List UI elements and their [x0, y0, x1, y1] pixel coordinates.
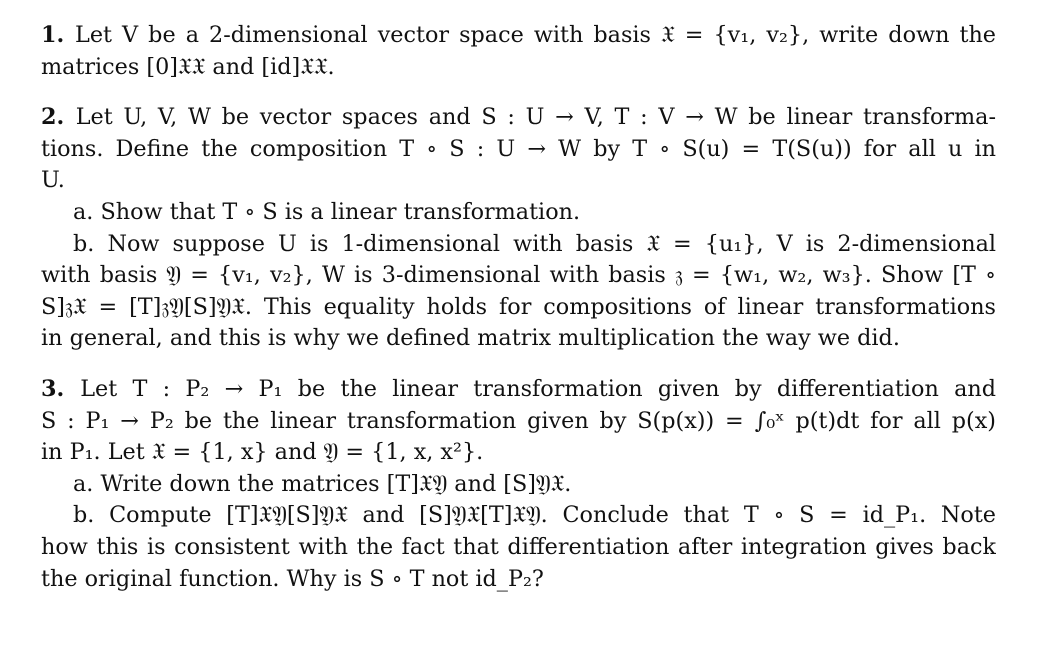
problem-3a-text: Write down the matrices [T]𝔛𝔜 and [S]𝔜𝔛. [100, 470, 572, 497]
problem-2b-line-1 [41, 229, 996, 261]
problem-3b-text-1: Compute [T]𝔛𝔜[S]𝔜𝔛 and [S]𝔜𝔛[T]𝔛𝔜. Conclude that T ∘ S = id_P₁. Note [109, 502, 996, 529]
problem-2b-line-2: with basis 𝔜 = {v₁, v₂}, W is 3-dimensional with basis 𝔷 = {w₁, w₂, w₃}. Show [T ∘ [41, 262, 996, 289]
problem-1-line-2: matrices [0]𝔛𝔛 and [id]𝔛𝔛. [41, 53, 335, 80]
problem-3-line-2: S : P₁ → P₂ be the linear transformation given by S(p(x)) = ∫₀ˣ p(t)dt for all p(x) [41, 407, 996, 434]
problem-3-line-3: in P₁. Let 𝔛 = {1, x} and 𝔜 = {1, x, x²}. [41, 439, 484, 466]
problem-2b-text-1: Now suppose U is 1-dimensional with basis 𝔛 = {u₁}, V is 2-dimensional [107, 230, 996, 257]
problem-2b-line-4: in general, and this is why we defined matrix multiplication the way we did. [41, 325, 900, 352]
problem-1-number: 1. [41, 22, 76, 48]
problem-1-line-1: 1. Let V be a 2-dimensional vector space with basis 𝔛 = {v₁, v₂}, write down the [41, 22, 996, 48]
problem-3b-label: b. [73, 502, 95, 529]
problem-3-line-1: 3. Let T : P₂ → P₁ be the linear transformation given by differentiation and [41, 375, 996, 402]
problem-2a-text: Show that T ∘ S is a linear transformation. [100, 198, 581, 225]
problem-3b-line-1 [41, 500, 996, 532]
problem-2-line-3: U. [41, 167, 65, 194]
problem-2a-label: a. [73, 198, 94, 225]
problem-2b-label: b. [73, 230, 95, 257]
problem-2 [41, 102, 996, 355]
problem-2a [41, 197, 996, 229]
problem-3 [41, 374, 996, 595]
problem-3b-line-3: the original function. Why is S ∘ T not id_P₂? [41, 565, 544, 592]
problem-3a-label: a. [73, 470, 94, 497]
problem-3b-line-2: how this is consistent with the fact that differentiation after integration gives back [41, 533, 996, 560]
problem-2-number: 2. [41, 104, 76, 131]
problem-1 [41, 20, 996, 83]
problem-2-line-1: 2. Let U, V, W be vector spaces and S : U → V, T : V → W be linear transforma- [41, 104, 996, 131]
problem-3-number: 3. [41, 375, 81, 402]
problem-3a [41, 469, 996, 501]
problem-2-line-2: tions. Define the composition T ∘ S : U → W by T ∘ S(u) = T(S(u)) for all u in [41, 135, 996, 162]
problem-2b-line-3: S]𝔷𝔛 = [T]𝔷𝔜[S]𝔜𝔛. This equality holds for compositions of linear transformations [41, 293, 996, 320]
